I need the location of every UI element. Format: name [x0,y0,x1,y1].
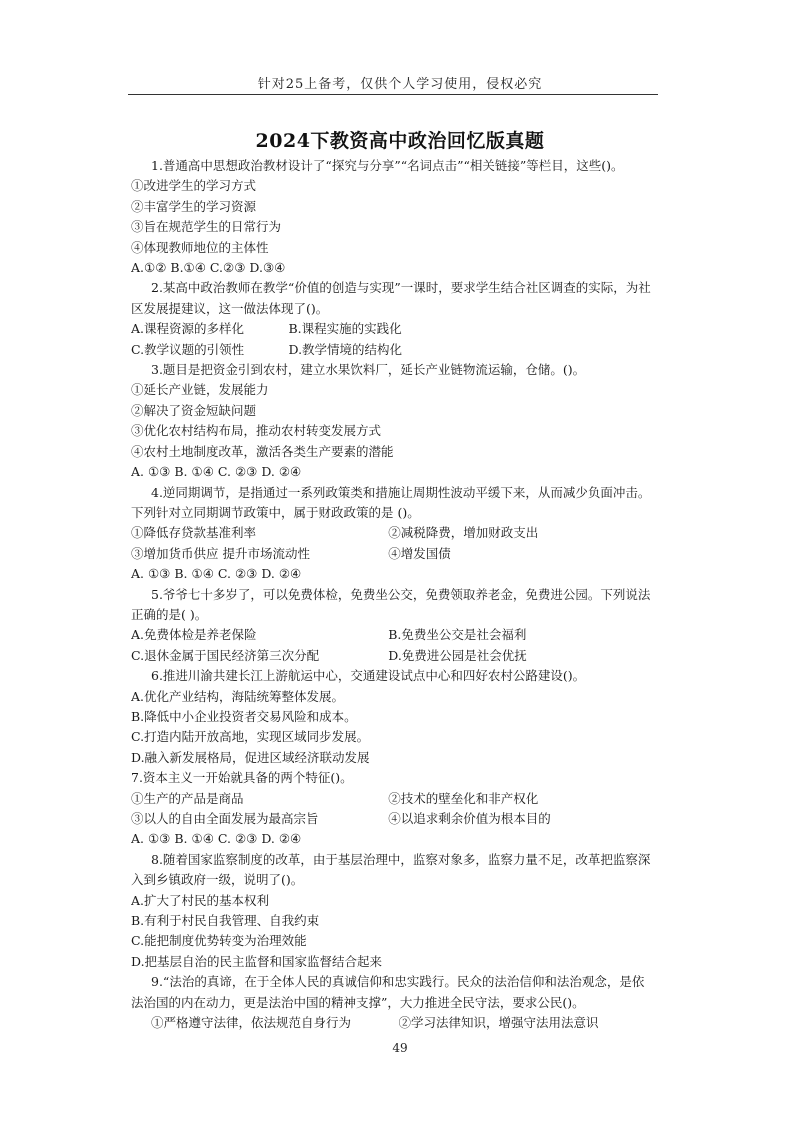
q4-item-4: ④增发国债 [388,545,451,561]
q6-stem: 6.推进川渝共建长江上游航运中心，交通建设试点中心和四好农村公路建设()。 [151,668,586,684]
q7-options: A. ①③ B. ①④ C. ②③ D. ②④ [131,831,302,847]
q7-item-3: ③以人的自由全面发展为最高宗旨 [131,811,319,826]
q8-option-b: B.有利于村民自我管理、自我约束 [131,913,320,929]
q1-item-4: ④体现教师地位的主体性 [131,239,269,255]
q7-item-4: ④以追求剩余价值为根本目的 [388,811,551,826]
q1-item-1: ①改进学生的学习方式 [131,178,257,194]
q2-options-row-2 [131,340,656,360]
q5-option-d: D.免费进公园是社会优抚 [388,647,527,663]
q4-options: A. ①③ B. ①④ C. ②③ D. ②④ [131,566,302,582]
q6-option-d: D.融入新发展格局，促进区域经济联动发展 [131,749,370,765]
page-number: 49 [392,1041,408,1055]
q4-item-2: ②减税降费，增加财政支出 [388,525,539,541]
q4-item-1: ①降低存贷款基准利率 [131,525,257,541]
q8-stem: 8.随着国家监察制度的改革，由于基层治理中，监察对象多，监察力量不足，改革把监察深入到乡镇政府一级，说明了()。 [131,851,651,888]
header-divider [128,94,658,95]
q5-stem: 5.爷爷七十多岁了，可以免费体检，免费坐公交，免费领取养老金，免费进公园。下列说法正确的是( )。 [131,586,651,622]
q5-option-a: A.免费体检是养老保险 [131,627,257,643]
q9-item-1: ①严格遵守法律，依法规范自身行为 [151,1015,352,1031]
q2-option-a: A.课程资源的多样化 [131,321,245,337]
q4-items-row-1 [131,523,656,543]
q1-item-3: ③旨在规范学生的日常行为 [131,219,282,235]
q5-option-c: C.退休金属于国民经济第三次分配 [131,647,320,663]
q3-item-1: ①延长产业链，发展能力 [131,382,269,398]
q2-option-c: C.教学议题的引领性 [131,341,245,357]
q3-item-3: ③优化农村结构布局，推动农村转变发展方式 [131,423,382,439]
q8-option-c: C.能把制度优势转变为治理效能 [131,933,307,949]
q2-option-d: D.教学情境的结构化 [288,341,403,357]
q6-option-a: A.优化产业结构，海陆统筹整体发展。 [131,688,345,704]
q1-stem: 1.普通高中思想政治教材设计了“探究与分享”“名词点击”“相关链接”等栏目，这些()。 [151,158,624,173]
q7-items-row-1 [131,789,656,809]
q3-stem: 3.题目是把资金引到农村，建立水果饮料厂，延长产业链物流运输，仓储。()。 [151,362,586,378]
q2-options-row-1 [131,319,656,339]
q6-option-c: C.打造内陆开放高地，实现区域同步发展。 [131,729,370,745]
q1-item-2: ②丰富学生的学习资源 [131,198,257,214]
header-note: 针对25上备考，仅供个人学习使用，侵权必究 [257,77,543,92]
q7-items-row-2 [131,809,656,829]
q4-item-3: ③增加货币供应 提升市场流动性 [131,545,310,561]
q8-option-a: A.扩大了村民的基本权利 [131,892,270,908]
q5-options-row-1 [131,625,656,645]
q8-option-d: D.把基层自治的民主监督和国家监督结合起来 [131,953,383,969]
q7-item-2: ②技术的壁垒化和非产权化 [388,790,539,806]
q1-options: A.①② B.①④ C.②③ D.③④ [131,260,286,276]
q2-stem: 2.某高中政治教师在教学“价值的创造与实现”一课时，要求学生结合社区调查的实际，为社区发展提建议，这一做法体现了()。 [131,280,651,316]
q9-item-2: ②学习法律知识，增强守法用法意识 [398,1015,599,1031]
q4-stem: 4.逆同期调节，是指通过一系列政策类和措施让周期性波动平缓下来，从而减少负面冲击。下列针对立同期调节政策中，属于财政政策的是 ()。 [131,484,651,520]
q2-option-b: B.课程实施的实践化 [288,321,402,337]
q9-stem: 9.“法治的真谛，在于全体人民的真诚信仰和忠实践行。民众的法治信仰和法治观念，是依法治国的内在动力，更是法治中国的精神支撑”，大力推进全民守法，要求公民()。 [131,974,645,1010]
question-list [131,156,656,1033]
q5-options-row-2 [131,646,656,666]
q4-items-row-2 [131,544,656,564]
q3-options: A. ①③ B. ①④ C. ②③ D. ②④ [131,464,302,480]
page-title: 2024下教资高中政治回忆版真题 [255,130,545,152]
q6-option-b: B.降低中小企业投资者交易风险和成本。 [131,708,357,724]
q7-item-1: ①生产的产品是商品 [131,790,244,806]
q3-item-4: ④农村土地制度改革，激活各类生产要素的潜能 [131,443,394,459]
q5-option-b: B.免费坐公交是社会福利 [388,627,527,643]
q9-items-row-1 [131,1013,656,1033]
q3-item-2: ②解决了资金短缺问题 [131,402,257,418]
q7-stem: 7.资本主义一开始就具备的两个特征()。 [131,770,353,786]
